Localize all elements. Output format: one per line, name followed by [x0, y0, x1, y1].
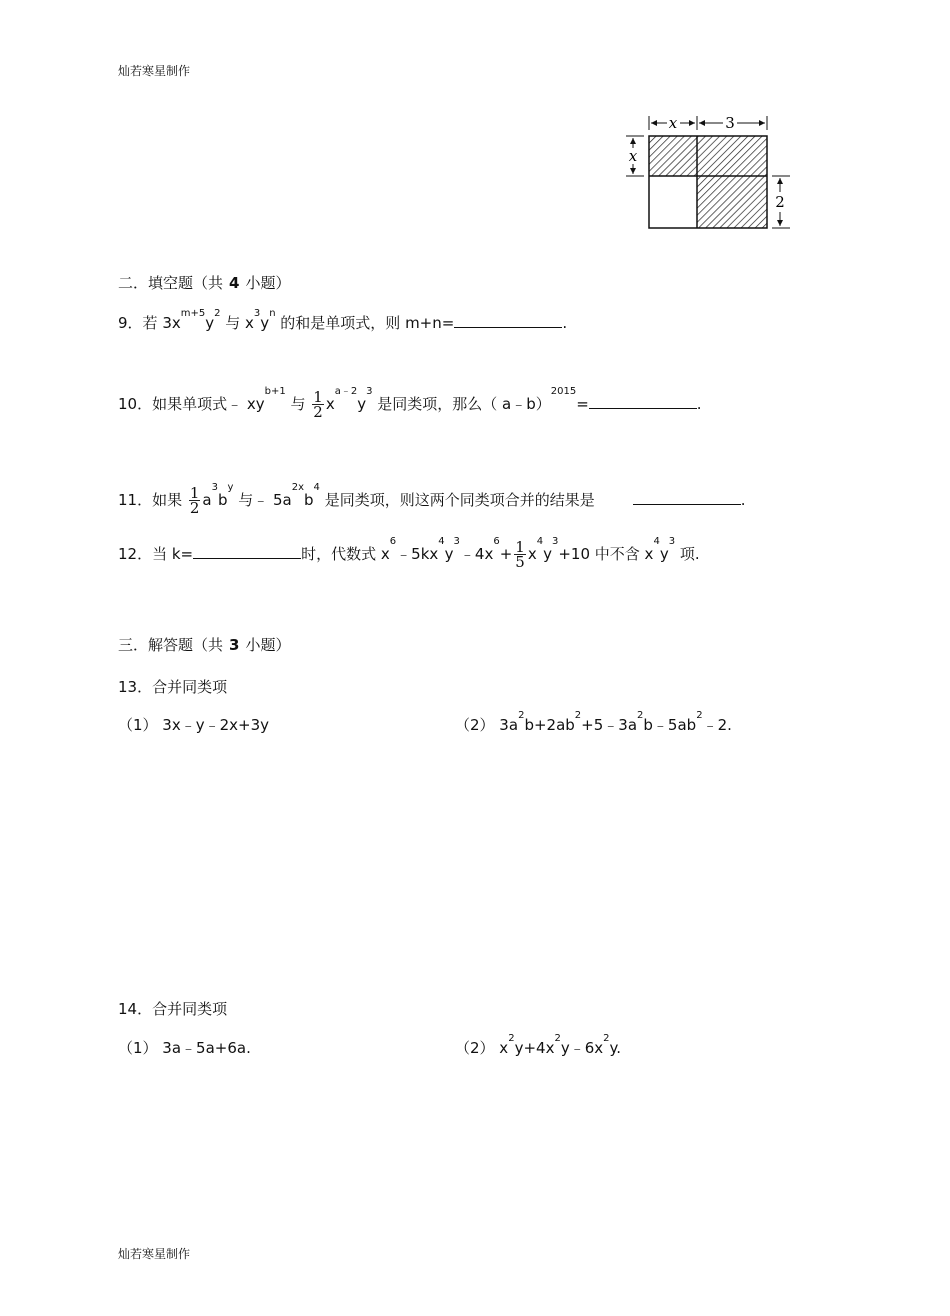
answer-blank-9[interactable] — [454, 313, 562, 328]
answer-blank-10[interactable] — [589, 394, 697, 409]
question-10: 10．如果单项式﹣ $xy^{b+1}$ 与 $\frac{1}{2}$ $x^{a﹣2}y^3$ 是同类项，那么（ a﹣b）$^{2015}$= . — [118, 386, 702, 421]
question-14-title: 14．合并同类项 — [118, 1000, 228, 1018]
question-13-part-1: （1） 3x﹣y﹣2x+3y — [118, 716, 270, 734]
answer-blank-12[interactable] — [193, 544, 301, 559]
hatched-bottom-right — [697, 176, 767, 228]
question-11: 11．如果 $\frac{1}{2}$ $a^3b^y$ 与﹣ $5a^{2x}b^4$ 是同类项，则这两个同类项合并的结果是 . — [118, 482, 746, 517]
fraction-one-half: $\frac{1}{2}$ — [313, 388, 323, 421]
question-14-part-2: （2） $x^2y+4x^2y﹣6x^2y$. — [455, 1033, 622, 1057]
area-figure — [620, 108, 800, 236]
hatched-top-strip — [649, 136, 767, 176]
fraction-one-fifth: $\frac{1}{5}$ — [515, 538, 525, 571]
dim-right-2: 2 — [775, 193, 785, 211]
question-9: 9．若 $3x^{m+5}y^2$ 与 $x^3y^n$ 的和是单项式，则 m+n= . — [118, 308, 568, 332]
question-13-part-2: （2） $3a^2b+2ab^2+5﹣3a^2b﹣5ab^2﹣2$. — [455, 710, 732, 734]
dim-left-x: x — [628, 147, 638, 165]
question-12: 12．当 k= 时，代数式 $x^6﹣5kx^4y^3﹣4x^6+$ $\frac{1}{5}$ $x^4y^3+10$ 中不含 $x^4y^3$ 项. — [118, 536, 700, 571]
dim-top-3: 3 — [725, 114, 735, 132]
section-3-heading: 三．解答题（共 3 小题） — [118, 636, 291, 654]
answer-blank-11[interactable] — [633, 490, 741, 505]
section-2-heading: 二．填空题（共 4 小题） — [118, 274, 291, 292]
fraction-one-half: $\frac{1}{2}$ — [189, 484, 200, 517]
footer-watermark: 灿若寒星制作 — [118, 1247, 191, 1261]
header-watermark: 灿若寒星制作 — [118, 64, 191, 78]
question-13-title: 13．合并同类项 — [118, 678, 228, 696]
dim-top-x: x — [668, 114, 678, 132]
question-14-part-1: （1） 3a﹣5a+6a. — [118, 1039, 251, 1057]
